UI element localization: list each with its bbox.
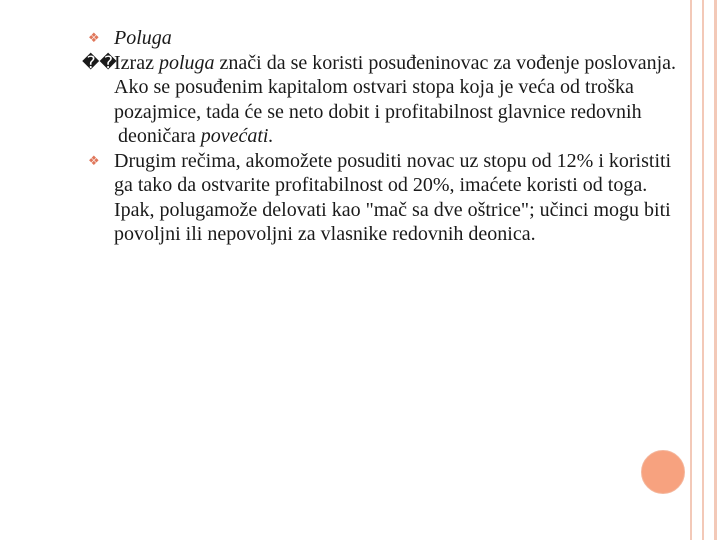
frame-line <box>714 0 717 540</box>
decorative-circle <box>641 450 685 494</box>
leaf-bullet-icon: ❖ <box>88 153 100 169</box>
bullet-heading <box>88 26 678 51</box>
paragraph-1-tail <box>88 124 678 149</box>
paragraph-1-tail-italic: povećati. <box>195 125 274 147</box>
paragraph-2-text: Drugim rečima, akomožete posuditi novac uz stopu od 12% i koristiti ga tako da ostvarite profitabilnost od 20%, imaćete koristi od toga. Ipak, polugamože delovati kao "mač sa dve oštrice"; učinci mogu biti povoljni ili nepovoljni za vlasnike redovnih deonica. <box>114 149 672 245</box>
paragraph-1-tail-normal: deoničara <box>118 125 196 147</box>
leaf-bullet-icon: ❖ <box>88 31 100 46</box>
garbled-glyph: �� <box>82 52 117 73</box>
slide-content <box>82 26 678 247</box>
paragraph-1-term: poluga <box>158 51 215 74</box>
heading-text: Poluga <box>114 27 172 49</box>
paragraph-1-leading: Izraz <box>114 51 159 74</box>
paragraph-2 <box>88 149 678 247</box>
frame-line <box>702 0 704 540</box>
paragraph-1 <box>82 51 678 125</box>
frame-line <box>690 0 692 540</box>
paragraph-1-body: znači da se koristi posuđeninovac za vođenje poslovanja. Ako se posuđenim kapitalom ostvari stopa koja je veća od troška pozajmice, tada će se neto dobit i profitabilnost glavnice redovnih <box>114 51 677 123</box>
